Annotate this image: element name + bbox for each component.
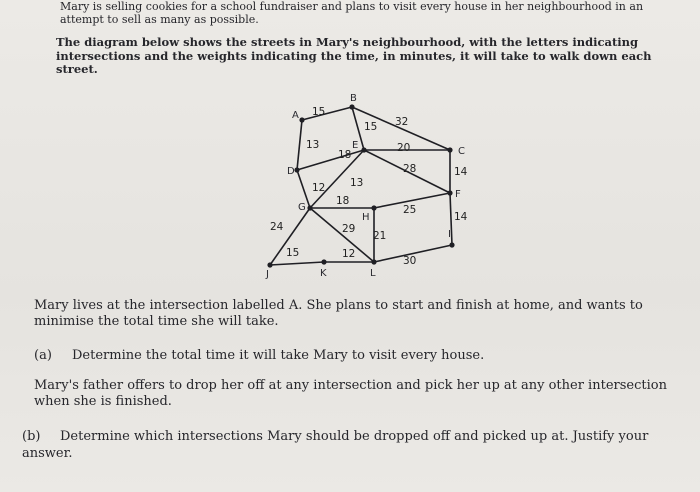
intersection-d (294, 167, 299, 172)
weight-d-g: 12 (312, 182, 326, 194)
street-a-b (302, 107, 352, 120)
intersection-i (449, 242, 454, 247)
weight-k-l: 12 (342, 248, 356, 260)
weight-e-g: 13 (350, 177, 364, 189)
weight-f-i: 14 (454, 211, 468, 223)
weight-a-b: 15 (312, 106, 326, 118)
weight-d-e: 18 (338, 149, 352, 161)
weight-e-f: 28 (403, 163, 417, 175)
intersection-label-c: C (458, 146, 465, 157)
intro-paragraph: Mary is selling cookies for a school fundraiser and plans to visit every house in her neighbourhood in an attempt to sell as many as possible. (60, 0, 644, 26)
intersection-label-l: L (370, 268, 376, 279)
mary-home-paragraph: Mary lives at the intersection labelled A. She plans to start and finish at home, and wants to minimise the total time she will take. (34, 298, 643, 329)
weight-l-i: 30 (403, 255, 417, 267)
weight-j-k: 15 (286, 247, 300, 259)
weight-e-c: 20 (397, 142, 411, 154)
intersection-label-g: G (298, 202, 306, 213)
intersection-g (307, 205, 312, 210)
weight-a-d: 13 (306, 139, 320, 151)
weight-g-l: 29 (342, 223, 356, 235)
intersection-e (361, 147, 366, 152)
network-graph-svg (240, 90, 480, 280)
intersection-l (371, 259, 376, 264)
question-b (22, 428, 692, 462)
intersection-label-d: D (287, 166, 295, 177)
intersection-label-e: E (352, 140, 359, 151)
intersection-label-j: J (266, 269, 269, 280)
intersection-f (447, 190, 452, 195)
question-a (34, 348, 684, 363)
weight-h-l: 21 (373, 230, 387, 242)
intersection-j (267, 262, 272, 267)
intersection-a (299, 117, 304, 122)
intersection-c (447, 147, 452, 152)
intersection-h (371, 205, 376, 210)
father-paragraph: Mary's father offers to drop her off at any intersection and pick her up at any other intersection when she is finished. (34, 378, 667, 409)
weight-b-c: 32 (395, 116, 409, 128)
intersection-label-f: F (455, 189, 461, 200)
weight-g-h: 18 (336, 195, 350, 207)
weight-f-h: 25 (403, 204, 417, 216)
intersection-label-b: B (350, 93, 357, 104)
question-b-label: (b) (22, 429, 41, 444)
intersection-k (321, 259, 326, 264)
intersection-label-a: A (292, 110, 299, 121)
weight-g-j: 24 (270, 221, 284, 233)
question-b-text: Determine which intersections Mary should be dropped off and picked up at. Justify your answer. (22, 429, 649, 461)
street-j-k (270, 262, 324, 265)
weight-c-f: 14 (454, 166, 468, 178)
diagram-description: The diagram below shows the streets in Mary's neighbourhood, with the letters indicating intersections and the weights indicating the time, in minutes, it will take to walk down each street. (56, 35, 652, 76)
intersection-label-h: H (362, 212, 370, 223)
question-a-text: Determine the total time it will take Mary to visit every house. (72, 348, 485, 363)
intersection-label-i: I (448, 229, 451, 240)
intersection-b (349, 104, 354, 109)
intersection-label-k: K (320, 268, 327, 279)
street-a-d (297, 120, 302, 170)
question-a-label: (a) (34, 348, 52, 363)
weight-b-e: 15 (364, 121, 378, 133)
street-network-diagram (240, 90, 480, 280)
